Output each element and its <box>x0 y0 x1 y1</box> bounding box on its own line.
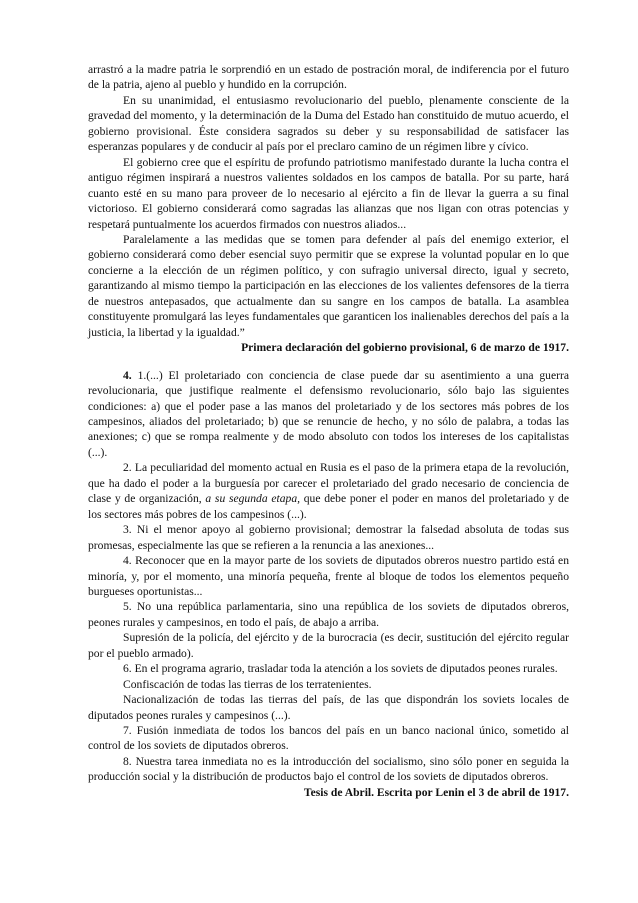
thesis-1-text: 1.(...) El proletariado con conciencia de clase puede dar su asentimiento a una guerra revolucionaria, que justifique realmente el defensismo revolucionario, sólo bajo las siguientes condiciones: a) que el poder pase a las manos del proletariado y de los sectores más pobres de los campesinos, aliados del proletariado; b) que se renuncie de hecho, y no sólo de palabra, a todas las anexiones; c) que se rompa realmente y de modo absoluto con todos los intereses de los capitalistas (...). <box>88 368 569 459</box>
signature-provisional-government: Primera declaración del gobierno provisional, 6 de marzo de 1917. <box>241 341 569 355</box>
paragraph-thesis-5-suppression: Supresión de la policía, del ejército y de la burocracia (es decir, sustitución del ejército regular por el pueblo armado). <box>88 631 569 660</box>
document-page <box>88 62 569 800</box>
paragraph-thesis-8: 8. Nuestra tarea inmediata no es la introducción del socialismo, sino sólo poner en seguida la producción social y la distribución de productos bajo el control de los soviets de diputados obreros. <box>88 754 569 784</box>
paragraph-unanimity: En su unanimidad, el entusiasmo revolucionario del pueblo, plenamente consciente de la gravedad del momento, y la determinación de la Duma del Estado han constituido de mutuo acuerdo, el gobierno provisional. Éste considera sagrados su deber y su responsabilidad de satisfacer las esperanzas populares y de conducir al país por el preclaro camino de un régimen libre y cívico. <box>88 93 569 154</box>
paragraph-thesis-3: 3. Ni el menor apoyo al gobierno provisional; demostrar la falsedad absoluta de todas sus promesas, especialmente las que se refieren a la renuncia a las anexiones... <box>88 523 569 552</box>
thesis-2-emphasis: a su segunda etapa, <box>205 492 301 506</box>
paragraph-thesis-2 <box>88 460 569 522</box>
paragraph-thesis-6-confiscation: Confiscación de todas las tierras de los terratenientes. <box>123 677 372 691</box>
section-gap <box>88 356 569 368</box>
paragraph-popular-will: Paralelamente a las medidas que se tomen para defender al país del enemigo exterior, el gobierno considerará como deber esencial suyo permitir que se exprese la voluntad popular en lo que concierne a la elección de un régimen político, y con sufragio universal directo, igual y secreto, garantizando al mismo tiempo la participación en las elecciones de los valientes defensores de la tierra de nuestros antepasados, que actualmente dan su sangre en los campos de batalla. La asamblea constituyente promulgará las leyes fundamentales que garanticen los inalienables derechos del país a la justicia, la libertad y la igualdad.” <box>88 232 569 339</box>
thesis-2-text-end: que debe poner el poder en manos del proletariado y de los sectores más pobres de los campesinos (...). <box>88 492 569 521</box>
paragraph-continuation: arrastró a la madre patria le sorprendió en un estado de postración moral, de indiferencia por el futuro de la patria, ajeno al pueblo y hundido en la corrupción. <box>88 63 569 92</box>
section-number: 4. <box>123 368 132 382</box>
paragraph-thesis-6-nationalization: Nacionalización de todas las tierras del país, de las que dispondrán los soviets locales de diputados peones rurales y campesinos (...). <box>88 693 569 722</box>
paragraph-thesis-6: 6. En el programa agrario, trasladar toda la atención a los soviets de diputados peones rurales. <box>123 662 558 676</box>
paragraph-thesis-4: 4. Reconocer que en la mayor parte de los soviets de diputados obreros nuestro partido está en minoría, y, por el momento, una minoría pequeña, frente al bloque de todos los elementos pequeño burgueses oportunistas... <box>88 554 569 598</box>
paragraph-patriotism: El gobierno cree que el espíritu de profundo patriotismo manifestado durante la lucha contra el antiguo régimen inspirará a nuestros valientes soldados en los campos de batalla. Por su parte, hará cuanto esté en su mano para proveer de lo necesario al ejército a fin de llevar la guerra a su final victorioso. El gobierno considerará como sagradas las alianzas que nos ligan con otras potencias y respetará puntualmente los acuerdos firmados con nuestros aliados... <box>88 155 569 231</box>
paragraph-thesis-7: 7. Fusión inmediata de todos los bancos del país en un banco nacional único, sometido al control de los soviets de diputados obreros. <box>88 724 569 753</box>
paragraph-thesis-5: 5. No una república parlamentaria, sino una república de los soviets de diputados obreros, peones rurales y campesinos, en todo el país, de abajo a arriba. <box>88 600 569 629</box>
thesis-2-text-start: 2. La peculiaridad del momento actual en Rusia es el paso de la primera etapa de la revolución, que ha dado el poder a la burguesía por carecer el proletariado del grado necesario de conciencia de clase y de organización, <box>88 461 569 506</box>
paragraph-thesis-1 <box>88 368 569 461</box>
signature-april-theses: Tesis de Abril. Escrita por Lenin el 3 de abril de 1917. <box>303 785 569 799</box>
